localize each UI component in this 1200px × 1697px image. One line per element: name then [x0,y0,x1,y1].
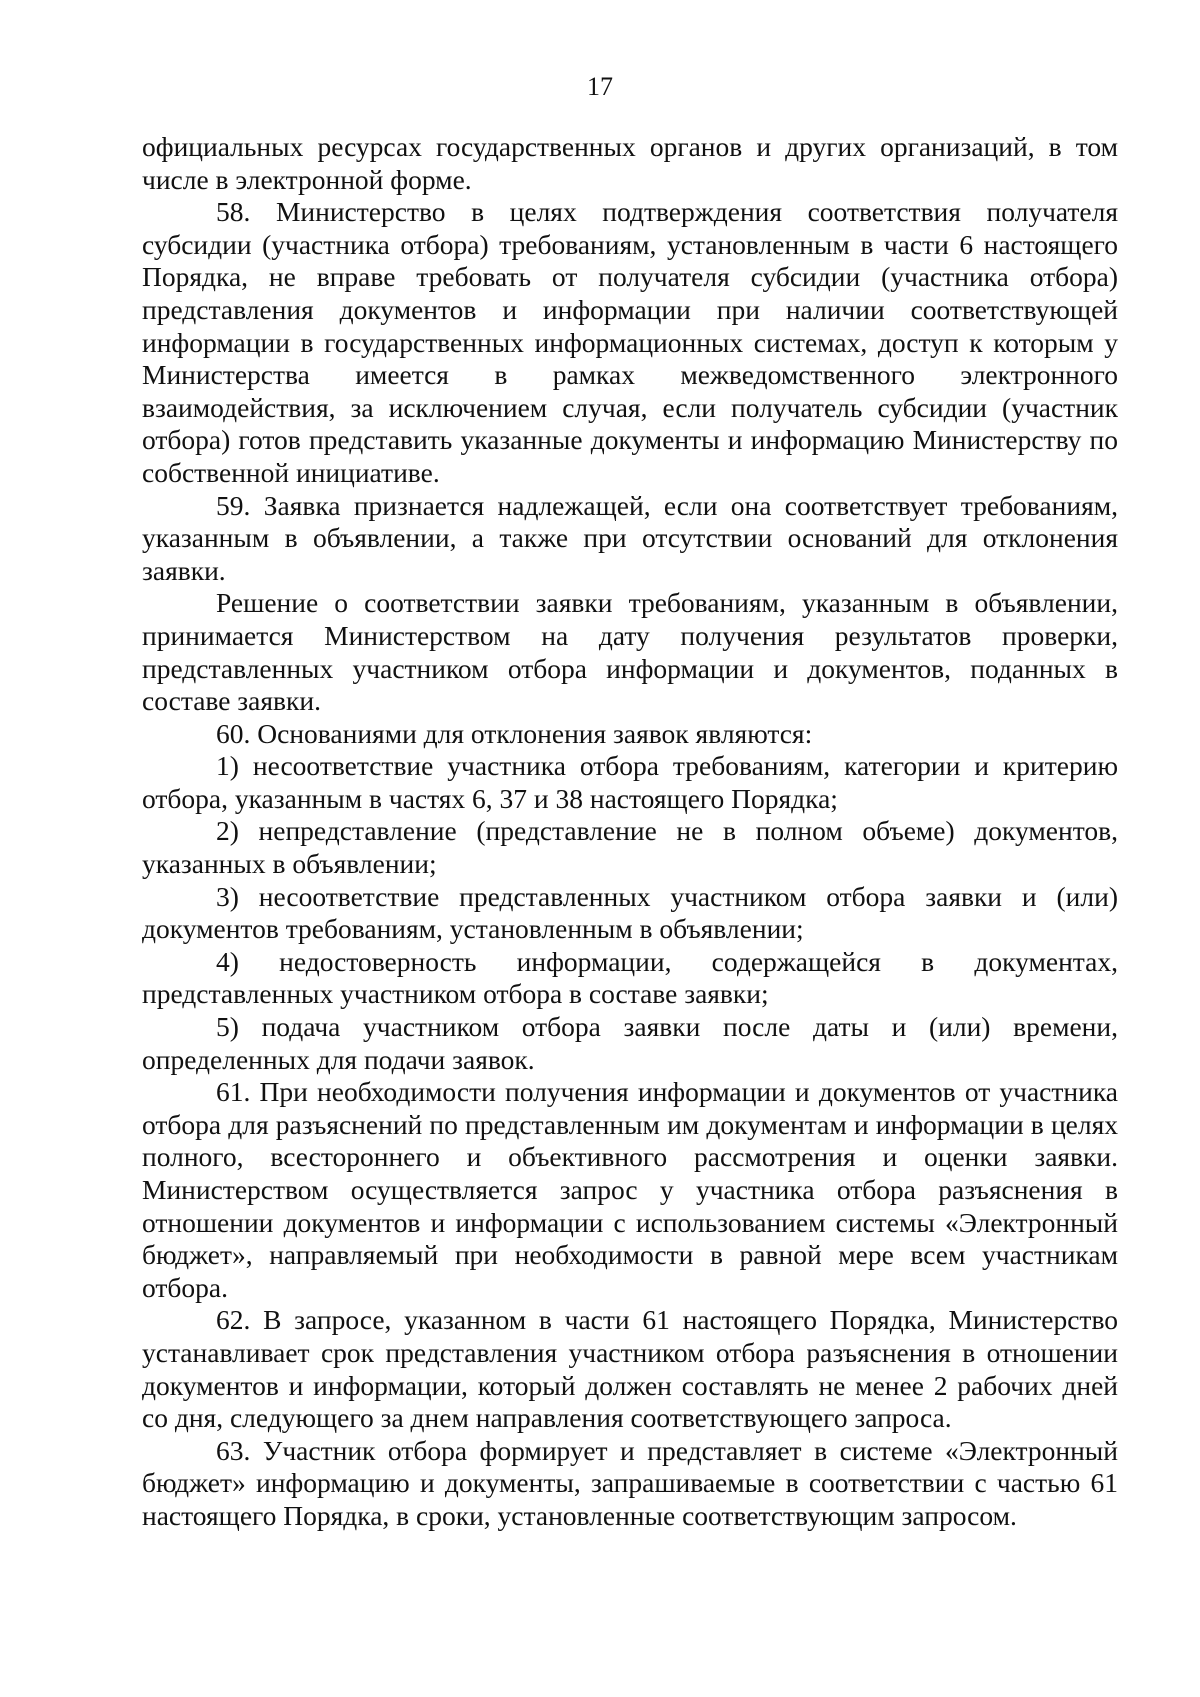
paragraph-60-item-4: 4) недостоверность информации, содержащейся в документах, представленных участником отбора в составе заявки; [142,945,1118,1010]
paragraph-62: 62. В запросе, указанном в части 61 настоящего Порядка, Министерство устанавливает срок представления участником отбора разъяснения в отношении документов и информации, который должен составлять не менее 2 рабочих дней со дня, следующего за днем направления соответствующего запроса. [142,1304,1118,1434]
paragraph-60-item-2: 2) непредставление (представление не в полном объеме) документов, указанных в объявлении; [142,815,1118,880]
paragraph-59: 59. Заявка признается надлежащей, если она соответствует требованиям, указанным в объявлении, а также при отсутствии оснований для отклонения заявки. [142,489,1118,586]
paragraph-60-item-1: 1) несоответствие участника отбора требованиям, категории и критерию отбора, указанным в частях 6, 37 и 38 настоящего Порядка; [142,750,1118,814]
paragraph-61: 61. При необходимости получения информации и документов от участника отбора для разъяснений по представленным им документам и информации в целях полного, всестороннего и объективного рассмотрения и оценки заявки. Министерством осуществляется запрос у участника отбора разъяснения в отношении документов и информации с использованием системы «Электронный бюджет», направляемый при необходимости в равной мере всем участникам отбора. [142,1076,1118,1303]
paragraph-63: 63. Участник отбора формирует и представляет в системе «Электронный бюджет» информацию и документы, запрашиваемые в соответствии с частью 61 настоящего Порядка, в сроки, установленные соответствующим запросом. [142,1434,1118,1531]
paragraph-60-item-3: 3) несоответствие представленных участником отбора заявки и (или) документов требованиям, установленным в объявлении; [142,880,1118,945]
paragraph-60: 60. Основаниями для отклонения заявок являются: [216,717,813,749]
paragraph-58: 58. Министерство в целях подтверждения соответствия получателя субсидии (участника отбора) требованиям, установленным в части 6 настоящего Порядка, не вправе требовать от получателя субсидии (участника отбора) представления документов и информации при наличии соответствующей информации в государственных информационных системах, доступ к которым у Министерства имеется в рамках межведомственного электронного взаимодействия, за исключением случая, если получатель субсидии (участник отбора) готов представить указанные документы и информацию Министерству по собственной инициативе. [142,196,1118,488]
paragraph-59-decision: Решение о соответствии заявки требованиям, указанным в объявлении, принимается Министерством на дату получения результатов проверки, представленных участником отбора информации и документов, поданных в составе заявки. [142,587,1118,717]
page-number: 17 [587,72,613,101]
paragraph-60-item-5: 5) подача участником отбора заявки после даты и (или) времени, определенных для подачи заявок. [142,1011,1118,1075]
document-body [142,131,1118,1533]
paragraph-continuation: официальных ресурсах государственных органов и других организаций, в том числе в электронной форме. [142,131,1118,195]
